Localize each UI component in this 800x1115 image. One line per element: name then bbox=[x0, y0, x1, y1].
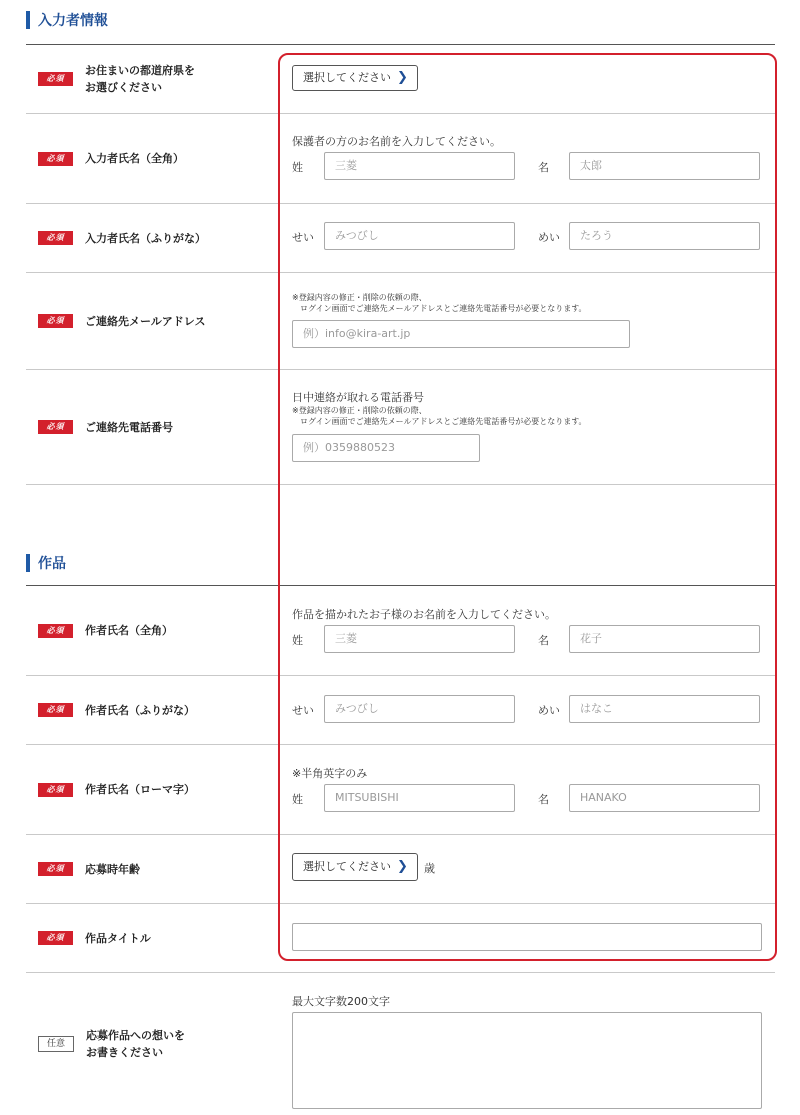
required-badge: 必須 bbox=[38, 624, 73, 638]
first-kana-label: めい bbox=[538, 231, 560, 244]
title-label: 作品タイトル bbox=[85, 931, 151, 945]
chevron-down-icon: ❯ bbox=[397, 859, 408, 874]
required-badge: 必須 bbox=[38, 314, 73, 328]
required-badge: 必須 bbox=[38, 862, 73, 876]
last-kana-label: せい bbox=[292, 704, 314, 717]
phone-note: 日中連絡が取れる電話番号 bbox=[292, 391, 424, 404]
required-badge: 必須 bbox=[38, 72, 73, 86]
first-name-label: 名 bbox=[538, 634, 549, 647]
email-input[interactable]: 例）info@kira-art.jp bbox=[292, 320, 630, 348]
author-last-name-input[interactable]: 三菱 bbox=[324, 625, 515, 653]
prefecture-label: お住まいの都道府県を お選びください bbox=[85, 64, 195, 94]
author-last-roman-input[interactable]: MITSUBISHI bbox=[324, 784, 515, 812]
author-last-kana-input[interactable]: みつびし bbox=[324, 695, 515, 723]
section-bar bbox=[26, 554, 30, 572]
phone-small-note: ※登録内容の修正・削除の依頼の際、 ログイン画面でご連絡先メールアドレスとご連絡先電話番号が必要となります。 bbox=[292, 406, 587, 426]
author-roman-note: ※半角英字のみ bbox=[292, 767, 368, 780]
author-first-name-input[interactable]: 花子 bbox=[569, 625, 760, 653]
prefecture-select[interactable]: 選択してください ❯ bbox=[292, 65, 418, 91]
age-select[interactable]: 選択してください ❯ bbox=[292, 853, 418, 881]
applicant-kana-label: 入力者氏名（ふりがな） bbox=[85, 231, 206, 245]
email-label: ご連絡先メールアドレス bbox=[85, 314, 206, 328]
applicant-last-name-input[interactable]: 三菱 bbox=[324, 152, 515, 180]
age-label: 応募時年齢 bbox=[85, 862, 140, 876]
required-badge: 必須 bbox=[38, 152, 73, 166]
last-name-label: 姓 bbox=[292, 793, 303, 806]
last-kana-label: せい bbox=[292, 231, 314, 244]
applicant-first-kana-input[interactable]: たろう bbox=[569, 222, 760, 250]
author-roman-label: 作者氏名（ローマ字） bbox=[85, 783, 195, 796]
divider bbox=[26, 484, 775, 485]
row-phone bbox=[26, 370, 775, 484]
applicant-name-label: 入力者氏名（全角） bbox=[85, 152, 184, 165]
first-name-label: 名 bbox=[538, 161, 549, 174]
author-kana-label: 作者氏名（ふりがな） bbox=[85, 703, 195, 717]
applicant-first-name-input[interactable]: 太郎 bbox=[569, 152, 760, 180]
last-name-label: 姓 bbox=[292, 161, 303, 174]
thoughts-textarea[interactable] bbox=[292, 1012, 762, 1109]
first-kana-label: めい bbox=[538, 704, 560, 717]
required-badge: 必須 bbox=[38, 931, 73, 945]
age-unit: 歳 bbox=[424, 862, 435, 875]
first-name-label: 名 bbox=[538, 793, 549, 806]
applicant-last-kana-input[interactable]: みつびし bbox=[324, 222, 515, 250]
section-bar bbox=[26, 11, 30, 29]
last-name-label: 姓 bbox=[292, 634, 303, 647]
required-badge: 必須 bbox=[38, 783, 73, 797]
thoughts-label: 応募作品への想いを お書きください bbox=[86, 1029, 185, 1059]
author-first-roman-input[interactable]: HANAKO bbox=[569, 784, 760, 812]
title-input[interactable] bbox=[292, 923, 762, 951]
author-name-label: 作者氏名（全角） bbox=[85, 624, 173, 637]
chevron-down-icon: ❯ bbox=[397, 70, 408, 85]
required-badge: 必須 bbox=[38, 420, 73, 434]
optional-badge: 任意 bbox=[38, 1036, 74, 1052]
section-title-work: 作品 bbox=[26, 553, 66, 573]
author-first-kana-input[interactable]: はなこ bbox=[569, 695, 760, 723]
thoughts-note: 最大文字数200文字 bbox=[292, 995, 390, 1008]
phone-label: ご連絡先電話番号 bbox=[85, 420, 173, 434]
section-title-applicant: 入力者情報 bbox=[26, 10, 108, 30]
required-badge: 必須 bbox=[38, 231, 73, 245]
email-note: ※登録内容の修正・削除の依頼の際、 ログイン画面でご連絡先メールアドレスとご連絡先電話番号が必要となります。 bbox=[292, 293, 587, 313]
author-name-note: 作品を描かれたお子様のお名前を入力してください。 bbox=[292, 608, 556, 621]
required-badge: 必須 bbox=[38, 703, 73, 717]
phone-input[interactable]: 例）0359880523 bbox=[292, 434, 480, 462]
applicant-name-note: 保護者の方のお名前を入力してください。 bbox=[292, 135, 501, 148]
